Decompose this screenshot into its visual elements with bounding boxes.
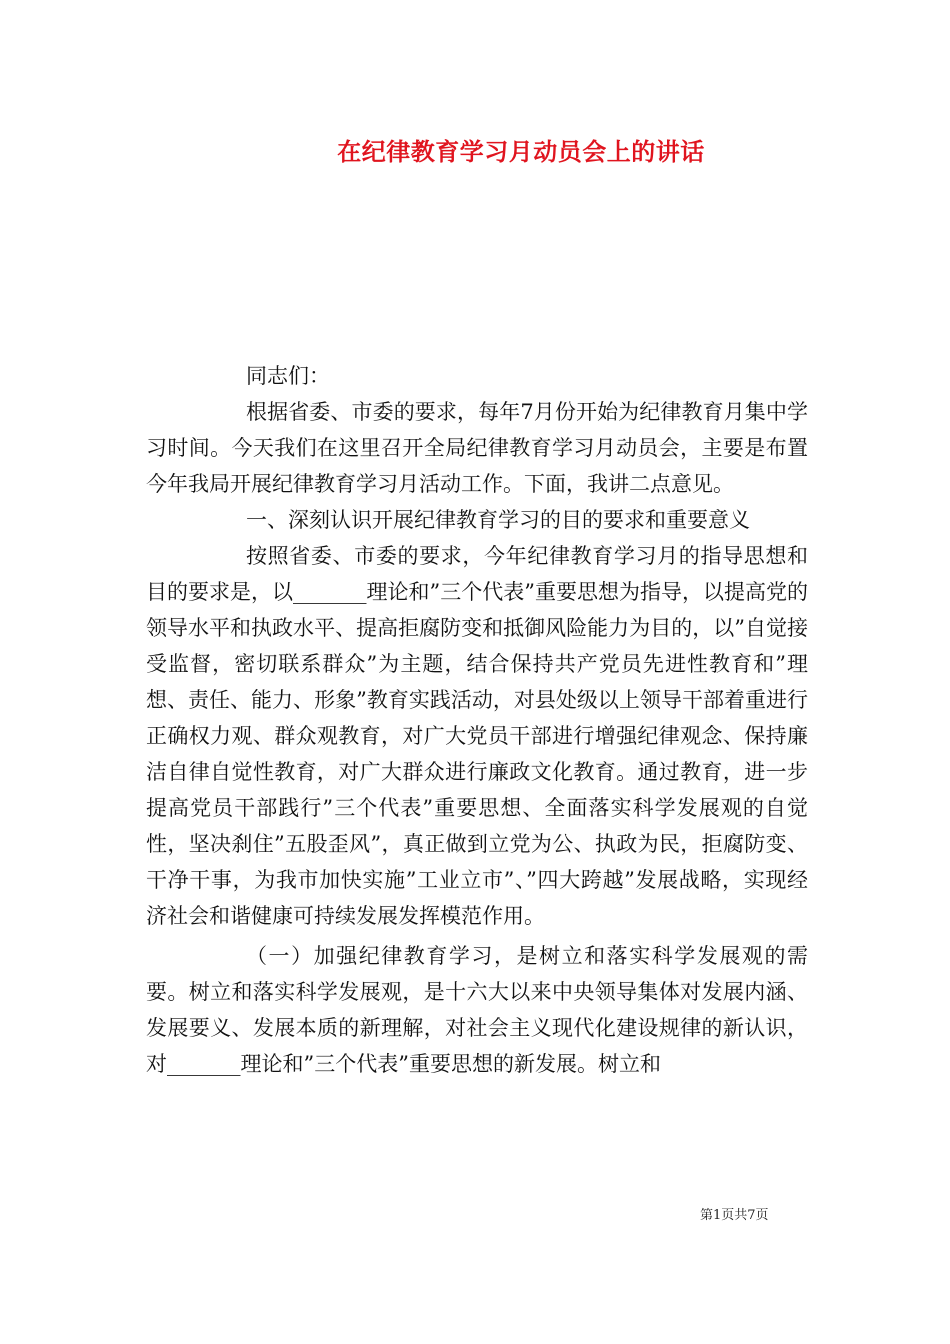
page-number: 第1页共7页	[700, 1208, 769, 1223]
section-heading-1: 一、深刻认识开展纪律教育学习的目的要求和重要意义	[246, 508, 750, 532]
document-title: 在纪律教育学习月动员会上的讲话	[337, 137, 705, 166]
document-body	[146, 358, 808, 1082]
paragraph-intro: 根据省委、市委的要求，每年7月份开始为纪律教育月集中学习时间。今天我们在这里召开全局纪律教育学习月动员会，主要是布置今年我局开展纪律教育学习月活动工作。下面，我讲二点意见。	[146, 400, 808, 496]
subsection-heading-1: （一）加强纪律教育学习，是树立和落实科学发展观的需要。树立和落实科学发展观，是十六大以来中央领导集体对发展内涵、发展要义、发展本质的新理解，对社会主义现代化建设规律的新认识，对_______理论和”三个代表”重要思想的新发展。树立和	[146, 944, 808, 1076]
salutation: 同志们：	[246, 364, 330, 388]
paragraph-guiding-thought: 按照省委、市委的要求，今年纪律教育学习月的指导思想和目的要求是，以_______理论和”三个代表”重要思想为指导，以提高党的领导水平和执政水平、提高拒腐防变和抵御风险能力为目的，以”自觉接受监督，密切联系群众”为主题，结合保持共产党员先进性教育和”理想、责任、能力、形象”教育实践活动，对县处级以上领导干部着重进行正确权力观、群众观教育，对广大党员干部进行增强纪律观念、保持廉洁自律自觉性教育，对广大群众进行廉政文化教育。通过教育，进一步提高党员干部践行”三个代表”重要思想、全面落实科学发展观的自觉性，坚决刹住”五股歪风”，真正做到立党为公、执政为民，拒腐防变、干净干事，为我市加快实施”工业立市”、”四大跨越”发展战略，实现经济社会和谐健康可持续发展发挥模范作用。	[146, 544, 808, 928]
